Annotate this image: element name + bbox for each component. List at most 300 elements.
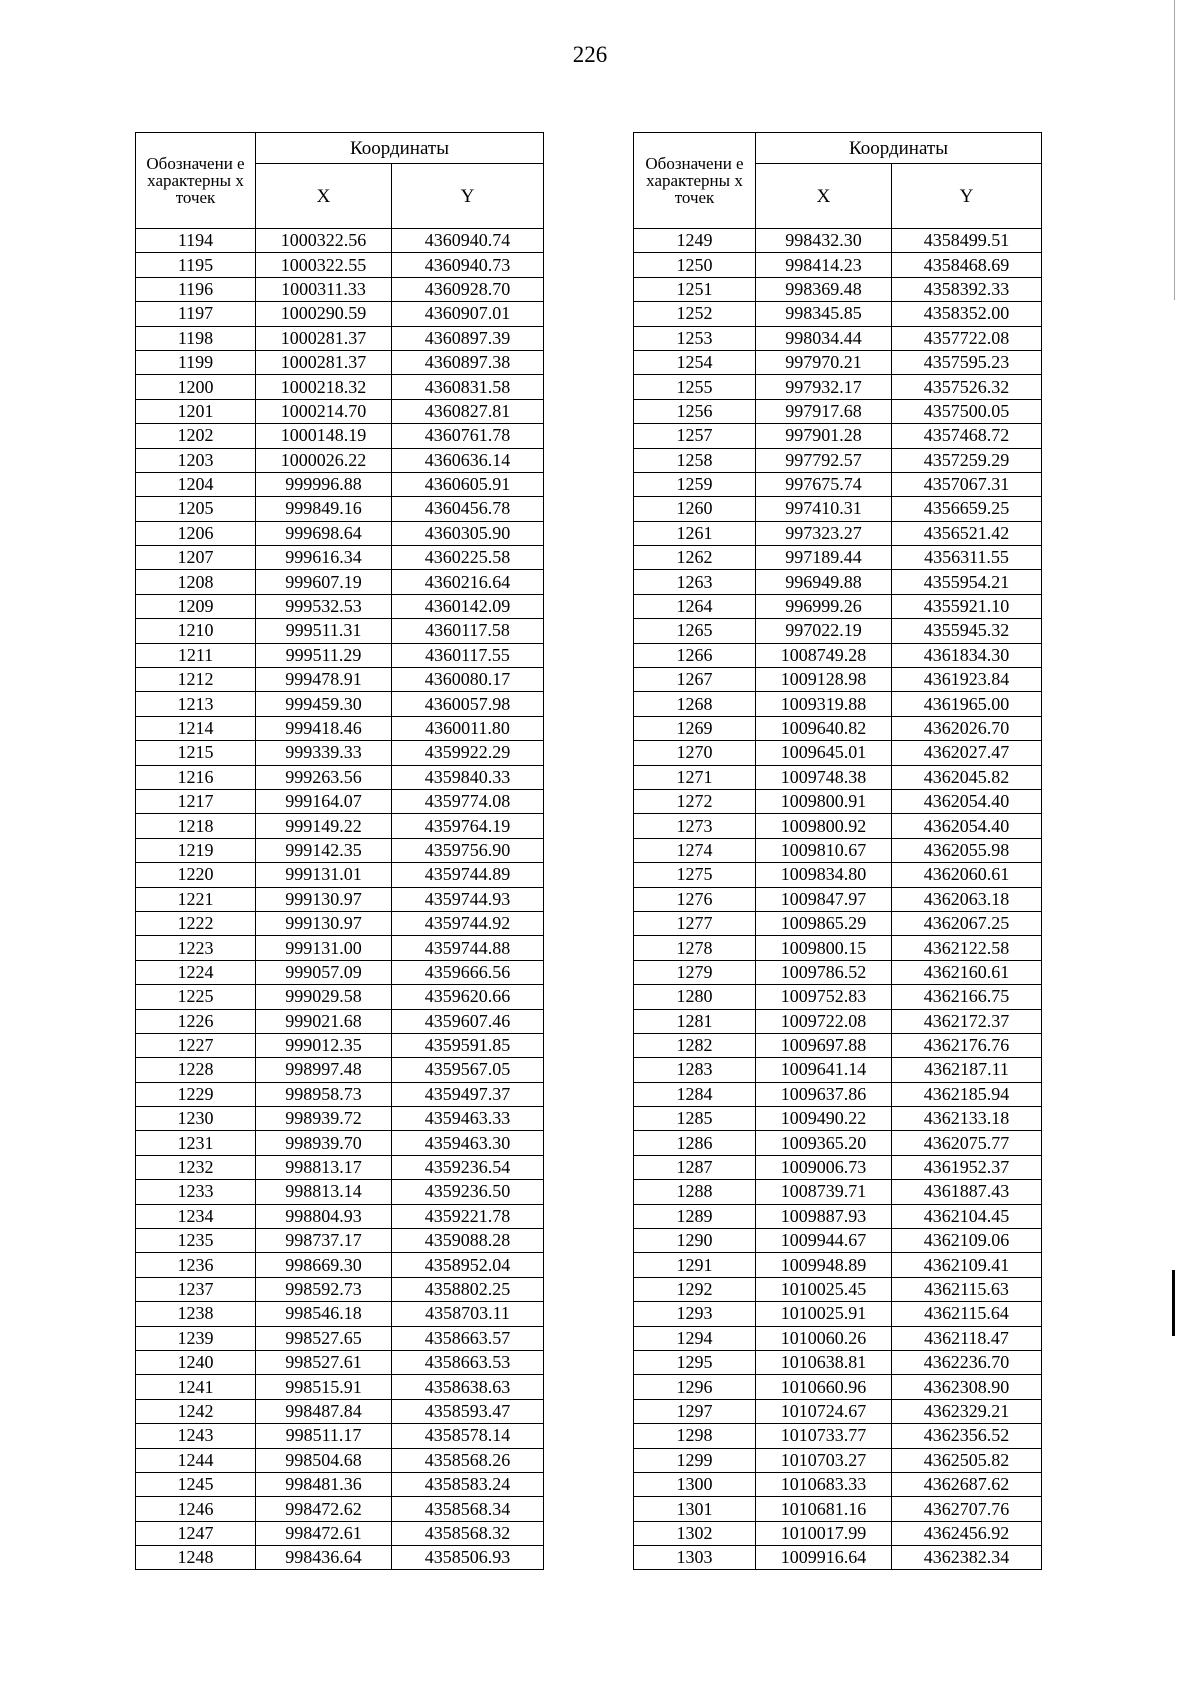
point-number-cell: 1259 [634, 472, 756, 496]
x-coordinate-cell: 1000218.32 [256, 375, 392, 399]
x-coordinate-cell: 999029.58 [256, 985, 392, 1009]
x-coordinate-cell: 998414.23 [756, 253, 892, 277]
point-number-cell: 1251 [634, 277, 756, 301]
point-number-cell: 1206 [136, 521, 256, 545]
point-number-cell: 1245 [136, 1472, 256, 1496]
x-coordinate-cell: 1009365.20 [756, 1131, 892, 1155]
point-number-cell: 1247 [136, 1521, 256, 1545]
x-coordinate-cell: 998813.14 [256, 1180, 392, 1204]
point-number-cell: 1286 [634, 1131, 756, 1155]
x-coordinate-cell: 1010681.16 [756, 1497, 892, 1521]
y-coordinate-cell: 4362109.41 [892, 1253, 1042, 1277]
point-number-cell: 1230 [136, 1107, 256, 1131]
y-coordinate-cell: 4362104.45 [892, 1204, 1042, 1228]
table-row [634, 643, 1042, 667]
point-number-cell: 1205 [136, 497, 256, 521]
table-row [136, 1229, 544, 1253]
y-coordinate-cell: 4358499.51 [892, 229, 1042, 253]
point-number-cell: 1207 [136, 546, 256, 570]
point-number-cell: 1203 [136, 448, 256, 472]
y-coordinate-cell: 4359744.93 [392, 887, 544, 911]
table-row [136, 789, 544, 813]
x-coordinate-cell: 996949.88 [756, 570, 892, 594]
table-row [634, 1033, 1042, 1057]
x-coordinate-cell: 998487.84 [256, 1399, 392, 1423]
point-designation-header: Обозначени е характерны х точек [136, 133, 256, 229]
point-number-cell: 1237 [136, 1277, 256, 1301]
point-number-cell: 1224 [136, 960, 256, 984]
table-row [136, 643, 544, 667]
x-coordinate-cell: 1000026.22 [256, 448, 392, 472]
table-row [136, 546, 544, 570]
y-coordinate-cell: 4360216.64 [392, 570, 544, 594]
x-column-header: X [256, 164, 392, 229]
x-coordinate-cell: 1009641.14 [756, 1058, 892, 1082]
table-row [136, 1424, 544, 1448]
point-number-cell: 1270 [634, 741, 756, 765]
table-row [136, 1497, 544, 1521]
point-number-cell: 1199 [136, 350, 256, 374]
y-coordinate-cell: 4362060.61 [892, 863, 1042, 887]
table-row [136, 326, 544, 350]
table-row [634, 1131, 1042, 1155]
x-coordinate-cell: 997970.21 [756, 350, 892, 374]
coordinates-header: Координаты [756, 133, 1042, 164]
point-number-cell: 1281 [634, 1009, 756, 1033]
x-coordinate-cell: 998432.30 [756, 229, 892, 253]
point-number-cell: 1274 [634, 838, 756, 862]
y-coordinate-cell: 4362045.82 [892, 765, 1042, 789]
point-number-cell: 1216 [136, 765, 256, 789]
x-coordinate-cell: 1010683.33 [756, 1472, 892, 1496]
table-row [634, 1229, 1042, 1253]
x-coordinate-cell: 1009006.73 [756, 1155, 892, 1179]
y-coordinate-cell: 4360080.17 [392, 668, 544, 692]
y-coordinate-cell: 4362027.47 [892, 741, 1042, 765]
point-number-cell: 1243 [136, 1424, 256, 1448]
table-row [634, 936, 1042, 960]
y-coordinate-cell: 4362505.82 [892, 1448, 1042, 1472]
y-coordinate-cell: 4362185.94 [892, 1082, 1042, 1106]
table-row [136, 448, 544, 472]
y-coordinate-cell: 4360831.58 [392, 375, 544, 399]
y-coordinate-cell: 4358392.33 [892, 277, 1042, 301]
point-number-cell: 1198 [136, 326, 256, 350]
y-coordinate-cell: 4362075.77 [892, 1131, 1042, 1155]
point-number-cell: 1291 [634, 1253, 756, 1277]
y-coordinate-cell: 4362115.63 [892, 1277, 1042, 1301]
coordinates-header: Координаты [256, 133, 544, 164]
table-row [634, 985, 1042, 1009]
point-number-cell: 1252 [634, 302, 756, 326]
table-row [634, 472, 1042, 496]
x-coordinate-cell: 999607.19 [256, 570, 392, 594]
x-coordinate-cell: 997022.19 [756, 619, 892, 643]
point-number-cell: 1268 [634, 692, 756, 716]
x-coordinate-cell: 1009800.91 [756, 789, 892, 813]
point-number-cell: 1242 [136, 1399, 256, 1423]
table-row [634, 863, 1042, 887]
x-coordinate-cell: 999511.29 [256, 643, 392, 667]
coordinates-table-right [633, 132, 1042, 1570]
x-coordinate-cell: 1009697.88 [756, 1033, 892, 1057]
x-coordinate-cell: 1000281.37 [256, 350, 392, 374]
x-coordinate-cell: 997917.68 [756, 399, 892, 423]
point-number-cell: 1239 [136, 1326, 256, 1350]
point-number-cell: 1228 [136, 1058, 256, 1082]
point-number-cell: 1275 [634, 863, 756, 887]
point-number-cell: 1196 [136, 277, 256, 301]
x-coordinate-cell: 999021.68 [256, 1009, 392, 1033]
y-coordinate-cell: 4359756.90 [392, 838, 544, 862]
point-number-cell: 1204 [136, 472, 256, 496]
table-row [136, 911, 544, 935]
y-coordinate-cell: 4356659.25 [892, 497, 1042, 521]
point-number-cell: 1197 [136, 302, 256, 326]
x-coordinate-cell: 1008749.28 [756, 643, 892, 667]
x-coordinate-cell: 1000322.56 [256, 229, 392, 253]
x-coordinate-cell: 1010060.26 [756, 1326, 892, 1350]
x-column-header: X [756, 164, 892, 229]
point-number-cell: 1288 [634, 1180, 756, 1204]
x-coordinate-cell: 1010017.99 [756, 1521, 892, 1545]
point-number-cell: 1202 [136, 424, 256, 448]
point-number-cell: 1254 [634, 350, 756, 374]
y-coordinate-cell: 4357526.32 [892, 375, 1042, 399]
y-coordinate-cell: 4362356.52 [892, 1424, 1042, 1448]
x-coordinate-cell: 1000311.33 [256, 277, 392, 301]
scan-artifact-line [1172, 1270, 1175, 1336]
table-row [634, 424, 1042, 448]
x-coordinate-cell: 1000214.70 [256, 399, 392, 423]
table-row [634, 1058, 1042, 1082]
y-coordinate-cell: 4362707.76 [892, 1497, 1042, 1521]
point-designation-header: Обозначени е характерны х точек [634, 133, 756, 229]
point-number-cell: 1218 [136, 814, 256, 838]
y-coordinate-cell: 4361834.30 [892, 643, 1042, 667]
point-number-cell: 1262 [634, 546, 756, 570]
table-row [136, 1033, 544, 1057]
x-coordinate-cell: 999130.97 [256, 911, 392, 935]
table-row [136, 1253, 544, 1277]
y-coordinate-cell: 4355945.32 [892, 619, 1042, 643]
point-number-cell: 1289 [634, 1204, 756, 1228]
x-coordinate-cell: 998481.36 [256, 1472, 392, 1496]
point-number-cell: 1240 [136, 1350, 256, 1374]
y-coordinate-cell: 4358952.04 [392, 1253, 544, 1277]
x-coordinate-cell: 998504.68 [256, 1448, 392, 1472]
x-coordinate-cell: 999339.33 [256, 741, 392, 765]
table-row [136, 887, 544, 911]
y-coordinate-cell: 4360117.55 [392, 643, 544, 667]
y-coordinate-cell: 4362187.11 [892, 1058, 1042, 1082]
table-row [136, 302, 544, 326]
point-number-cell: 1294 [634, 1326, 756, 1350]
y-coordinate-cell: 4358568.34 [392, 1497, 544, 1521]
point-number-cell: 1295 [634, 1350, 756, 1374]
point-number-cell: 1213 [136, 692, 256, 716]
y-coordinate-cell: 4357259.29 [892, 448, 1042, 472]
y-coordinate-cell: 4359463.33 [392, 1107, 544, 1131]
table-row [136, 716, 544, 740]
table-row [136, 1399, 544, 1423]
point-number-cell: 1210 [136, 619, 256, 643]
y-coordinate-cell: 4360057.98 [392, 692, 544, 716]
x-coordinate-cell: 999149.22 [256, 814, 392, 838]
y-coordinate-cell: 4359236.50 [392, 1180, 544, 1204]
table-row [136, 424, 544, 448]
table-row [634, 546, 1042, 570]
y-coordinate-cell: 4358568.26 [392, 1448, 544, 1472]
page-number: 226 [572, 42, 608, 67]
table-row [136, 1350, 544, 1374]
table-row [136, 1546, 544, 1570]
table-row [136, 985, 544, 1009]
x-coordinate-cell: 997410.31 [756, 497, 892, 521]
y-coordinate-cell: 4358568.32 [392, 1521, 544, 1545]
y-coordinate-cell: 4362026.70 [892, 716, 1042, 740]
x-coordinate-cell: 1009645.01 [756, 741, 892, 765]
table-row [634, 911, 1042, 935]
table-row [136, 838, 544, 862]
y-coordinate-cell: 4358802.25 [392, 1277, 544, 1301]
y-coordinate-cell: 4362133.18 [892, 1107, 1042, 1131]
point-number-cell: 1264 [634, 594, 756, 618]
table-row [634, 570, 1042, 594]
table-row [634, 1277, 1042, 1301]
table-row [136, 1521, 544, 1545]
point-number-cell: 1217 [136, 789, 256, 813]
y-coordinate-cell: 4356311.55 [892, 546, 1042, 570]
point-number-cell: 1232 [136, 1155, 256, 1179]
x-coordinate-cell: 1000281.37 [256, 326, 392, 350]
table-row [136, 619, 544, 643]
table-row [634, 1326, 1042, 1350]
y-coordinate-cell: 4358578.14 [392, 1424, 544, 1448]
y-coordinate-cell: 4358468.69 [892, 253, 1042, 277]
x-coordinate-cell: 996999.26 [756, 594, 892, 618]
x-coordinate-cell: 1010025.45 [756, 1277, 892, 1301]
point-number-cell: 1227 [136, 1033, 256, 1057]
x-coordinate-cell: 998804.93 [256, 1204, 392, 1228]
y-coordinate-cell: 4361923.84 [892, 668, 1042, 692]
table-row [634, 350, 1042, 374]
table-row [634, 302, 1042, 326]
point-number-cell: 1272 [634, 789, 756, 813]
table-row [634, 1009, 1042, 1033]
y-coordinate-cell: 4357468.72 [892, 424, 1042, 448]
x-coordinate-cell: 999057.09 [256, 960, 392, 984]
table-row [634, 1448, 1042, 1472]
point-number-cell: 1238 [136, 1302, 256, 1326]
x-coordinate-cell: 1009847.97 [756, 887, 892, 911]
x-coordinate-cell: 1009887.93 [756, 1204, 892, 1228]
y-coordinate-cell: 4362063.18 [892, 887, 1042, 911]
point-number-cell: 1253 [634, 326, 756, 350]
table-row [634, 326, 1042, 350]
point-number-cell: 1283 [634, 1058, 756, 1082]
point-number-cell: 1302 [634, 1521, 756, 1545]
y-coordinate-cell: 4360117.58 [392, 619, 544, 643]
x-coordinate-cell: 999616.34 [256, 546, 392, 570]
point-number-cell: 1215 [136, 741, 256, 765]
point-number-cell: 1195 [136, 253, 256, 277]
x-coordinate-cell: 999142.35 [256, 838, 392, 862]
point-number-cell: 1273 [634, 814, 756, 838]
x-coordinate-cell: 1000148.19 [256, 424, 392, 448]
table-row [136, 936, 544, 960]
point-number-cell: 1303 [634, 1546, 756, 1570]
x-coordinate-cell: 999131.01 [256, 863, 392, 887]
x-coordinate-cell: 997323.27 [756, 521, 892, 545]
point-number-cell: 1234 [136, 1204, 256, 1228]
table-row [634, 692, 1042, 716]
x-coordinate-cell: 998527.61 [256, 1350, 392, 1374]
y-coordinate-cell: 4360456.78 [392, 497, 544, 521]
table-row [634, 619, 1042, 643]
table-row [634, 1521, 1042, 1545]
x-coordinate-cell: 1009800.92 [756, 814, 892, 838]
y-coordinate-cell: 4359236.54 [392, 1155, 544, 1179]
point-number-cell: 1257 [634, 424, 756, 448]
y-coordinate-cell: 4362067.25 [892, 911, 1042, 935]
table-row [634, 1302, 1042, 1326]
y-coordinate-cell: 4362172.37 [892, 1009, 1042, 1033]
x-coordinate-cell: 999532.53 [256, 594, 392, 618]
point-number-cell: 1214 [136, 716, 256, 740]
y-coordinate-cell: 4362118.47 [892, 1326, 1042, 1350]
point-number-cell: 1280 [634, 985, 756, 1009]
y-coordinate-cell: 4360636.14 [392, 448, 544, 472]
table-row [634, 399, 1042, 423]
y-coordinate-cell: 4360827.81 [392, 399, 544, 423]
point-number-cell: 1246 [136, 1497, 256, 1521]
point-number-cell: 1211 [136, 643, 256, 667]
x-coordinate-cell: 998472.61 [256, 1521, 392, 1545]
x-coordinate-cell: 999131.00 [256, 936, 392, 960]
x-coordinate-cell: 1000322.55 [256, 253, 392, 277]
y-coordinate-cell: 4360928.70 [392, 277, 544, 301]
y-coordinate-cell: 4362382.34 [892, 1546, 1042, 1570]
table-row [634, 838, 1042, 862]
table-row [634, 594, 1042, 618]
table-row [634, 814, 1042, 838]
x-coordinate-cell: 1010733.77 [756, 1424, 892, 1448]
point-number-cell: 1258 [634, 448, 756, 472]
y-coordinate-cell: 4359221.78 [392, 1204, 544, 1228]
table-row [634, 1082, 1042, 1106]
point-number-cell: 1194 [136, 229, 256, 253]
x-coordinate-cell: 998511.17 [256, 1424, 392, 1448]
x-coordinate-cell: 999459.30 [256, 692, 392, 716]
y-coordinate-cell: 4359497.37 [392, 1082, 544, 1106]
x-coordinate-cell: 1009637.86 [756, 1082, 892, 1106]
x-coordinate-cell: 998527.65 [256, 1326, 392, 1350]
point-number-cell: 1249 [634, 229, 756, 253]
y-coordinate-cell: 4358506.93 [392, 1546, 544, 1570]
point-number-cell: 1255 [634, 375, 756, 399]
table-row [634, 229, 1042, 253]
x-coordinate-cell: 1009640.82 [756, 716, 892, 740]
x-coordinate-cell: 1009786.52 [756, 960, 892, 984]
x-coordinate-cell: 999012.35 [256, 1033, 392, 1057]
point-number-cell: 1200 [136, 375, 256, 399]
x-coordinate-cell: 999698.64 [256, 521, 392, 545]
y-coordinate-cell: 4360897.39 [392, 326, 544, 350]
y-column-header: Y [892, 164, 1042, 229]
x-coordinate-cell: 1009800.15 [756, 936, 892, 960]
x-coordinate-cell: 1009319.88 [756, 692, 892, 716]
y-coordinate-cell: 4360225.58 [392, 546, 544, 570]
y-coordinate-cell: 4357595.23 [892, 350, 1042, 374]
y-coordinate-cell: 4360605.91 [392, 472, 544, 496]
table-row [634, 1546, 1042, 1570]
point-number-cell: 1265 [634, 619, 756, 643]
point-number-cell: 1256 [634, 399, 756, 423]
table-row [136, 1155, 544, 1179]
table-row [634, 1204, 1042, 1228]
point-number-cell: 1260 [634, 497, 756, 521]
y-coordinate-cell: 4362115.64 [892, 1302, 1042, 1326]
x-coordinate-cell: 998939.72 [256, 1107, 392, 1131]
table-row [634, 521, 1042, 545]
point-number-cell: 1231 [136, 1131, 256, 1155]
y-coordinate-cell: 4362456.92 [892, 1521, 1042, 1545]
y-coordinate-cell: 4359591.85 [392, 1033, 544, 1057]
y-coordinate-cell: 4358703.11 [392, 1302, 544, 1326]
table-row [634, 1350, 1042, 1374]
point-number-cell: 1278 [634, 936, 756, 960]
y-coordinate-cell: 4357722.08 [892, 326, 1042, 350]
y-coordinate-cell: 4361952.37 [892, 1155, 1042, 1179]
table-row [634, 716, 1042, 740]
table-row [634, 887, 1042, 911]
y-coordinate-cell: 4359744.92 [392, 911, 544, 935]
point-number-cell: 1233 [136, 1180, 256, 1204]
table-row [136, 1009, 544, 1033]
y-coordinate-cell: 4357067.31 [892, 472, 1042, 496]
x-coordinate-cell: 1009944.67 [756, 1229, 892, 1253]
x-coordinate-cell: 1010660.96 [756, 1375, 892, 1399]
y-coordinate-cell: 4362054.40 [892, 814, 1042, 838]
y-coordinate-cell: 4359607.46 [392, 1009, 544, 1033]
table-row [634, 765, 1042, 789]
point-number-cell: 1261 [634, 521, 756, 545]
y-coordinate-cell: 4359463.30 [392, 1131, 544, 1155]
x-coordinate-cell: 1010638.81 [756, 1350, 892, 1374]
y-coordinate-cell: 4359567.05 [392, 1058, 544, 1082]
y-coordinate-cell: 4359744.89 [392, 863, 544, 887]
y-column-header: Y [392, 164, 544, 229]
point-number-cell: 1297 [634, 1399, 756, 1423]
table-row [136, 1375, 544, 1399]
x-coordinate-cell: 998515.91 [256, 1375, 392, 1399]
point-number-cell: 1225 [136, 985, 256, 1009]
point-number-cell: 1296 [634, 1375, 756, 1399]
y-coordinate-cell: 4360907.01 [392, 302, 544, 326]
scan-artifact-edge [1174, 0, 1175, 300]
x-coordinate-cell: 999418.46 [256, 716, 392, 740]
x-coordinate-cell: 998369.48 [756, 277, 892, 301]
y-coordinate-cell: 4359764.19 [392, 814, 544, 838]
x-coordinate-cell: 997675.74 [756, 472, 892, 496]
x-coordinate-cell: 997792.57 [756, 448, 892, 472]
y-coordinate-cell: 4355954.21 [892, 570, 1042, 594]
y-coordinate-cell: 4358593.47 [392, 1399, 544, 1423]
table-row [634, 1472, 1042, 1496]
x-coordinate-cell: 998939.70 [256, 1131, 392, 1155]
y-coordinate-cell: 4359088.28 [392, 1229, 544, 1253]
